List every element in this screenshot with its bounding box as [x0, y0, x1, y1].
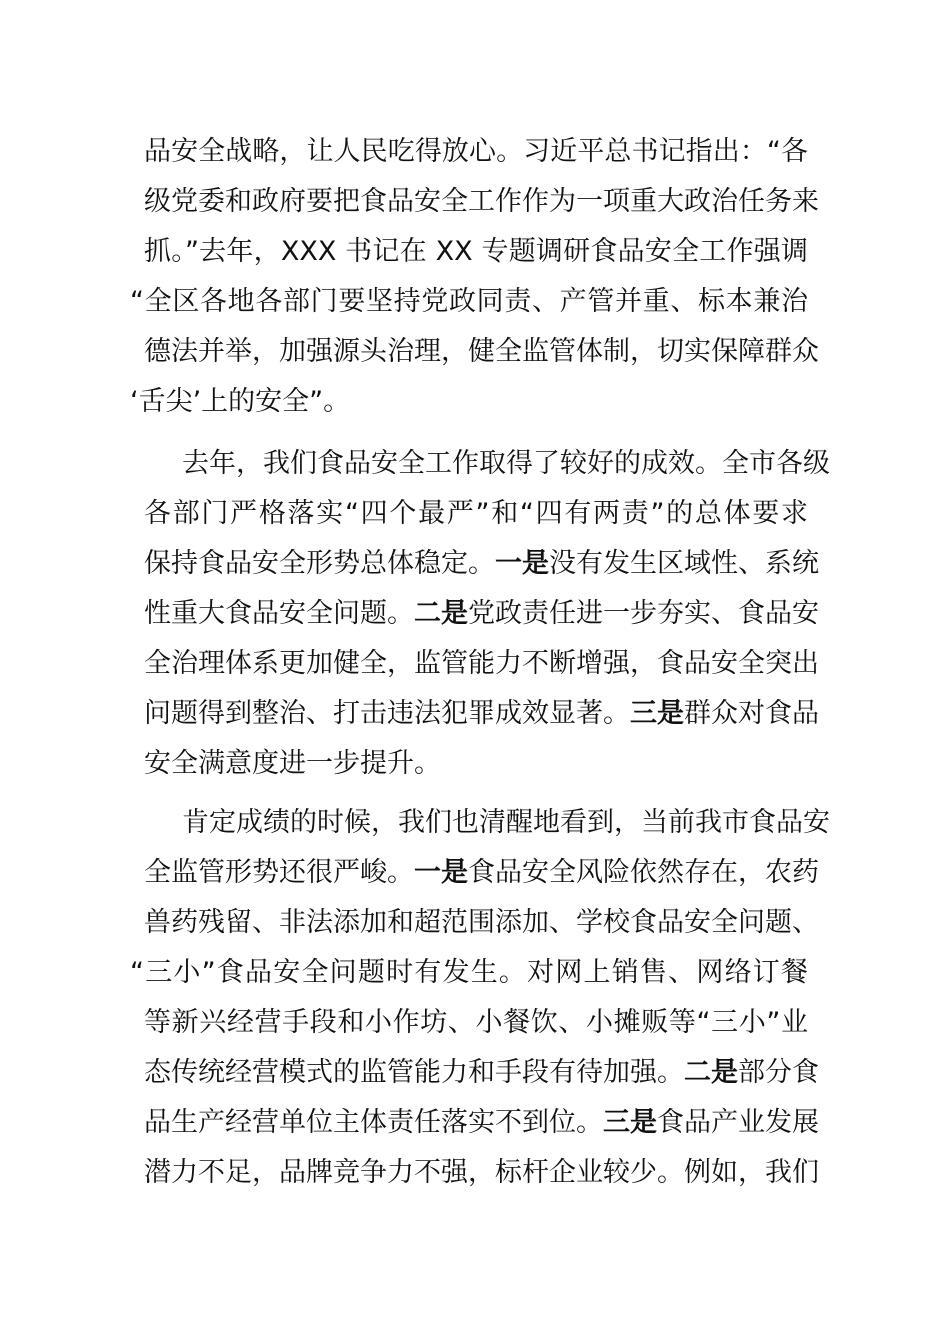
text-line: 潜力不足，品牌竞争力不强，标杆企业较少。例如，我们	[144, 1157, 819, 1188]
text-line: 各部门严格落实“四个最严”和“四有两责”的总体要求	[144, 498, 808, 529]
text-line: 态传统经营模式的监管能力和手段有待加强。二是部分食	[144, 1057, 819, 1088]
text-line: 保持食品安全形势总体稳定。一是没有发生区域性、系统	[144, 548, 819, 579]
paragraph-1	[130, 127, 819, 427]
text-line: “三小”食品安全问题时有发生。对网上销售、网络订餐	[130, 957, 808, 988]
paragraph-3	[130, 798, 830, 1198]
text-line: 等新兴经营手段和小作坊、小餐饮、小摊贩等“三小”业	[144, 1007, 808, 1038]
text-line: 问题得到整治、打击违法犯罪成效显著。三是群众对食品	[144, 698, 819, 729]
text-line: 德法并举，加强源头治理，健全监管体制，切实保障群众	[144, 336, 819, 367]
text-line: 去年，我们食品安全工作取得了较好的成效。全市各级	[182, 448, 830, 479]
text-line: 品安全战略，让人民吃得放心。习近平总书记指出：“各	[144, 136, 808, 167]
paragraph-2	[144, 439, 830, 789]
emphasis-text: 一是	[495, 548, 549, 579]
text-line: 性重大食品安全问题。二是党政责任进一步夯实、食品安	[144, 598, 819, 629]
text-line: “全区各地各部门要坚持党政同责、产管并重、标本兼治	[130, 286, 808, 317]
emphasis-text: 二是	[414, 598, 468, 629]
emphasis-text: 二是	[684, 1057, 738, 1088]
text-line: 全监管形势还很严峻。一是食品安全风险依然存在，农药	[144, 857, 819, 888]
text-line: 肯定成绩的时候，我们也清醒地看到，当前我市食品安	[182, 807, 830, 838]
emphasis-text: 三是	[630, 698, 684, 729]
text-line: 品生产经营单位主体责任落实不到位。三是食品产业发展	[144, 1107, 819, 1138]
text-line: 级党委和政府要把食品安全工作作为一项重大政治任务来	[144, 186, 819, 217]
emphasis-text: 一是	[414, 857, 468, 888]
text-line: 兽药残留、非法添加和超范围添加、学校食品安全问题、	[144, 907, 819, 938]
text-line: 全治理体系更加健全，监管能力不断增强，食品安全突出	[144, 648, 819, 679]
text-line: 安全满意度进一步提升。	[144, 748, 441, 779]
emphasis-text: 三是	[603, 1107, 657, 1138]
text-line: ‘舌尖’上的安全”。	[130, 386, 351, 417]
text-line: 抓。”去年，XXX 书记在 XX 专题调研食品安全工作强调	[144, 236, 808, 267]
